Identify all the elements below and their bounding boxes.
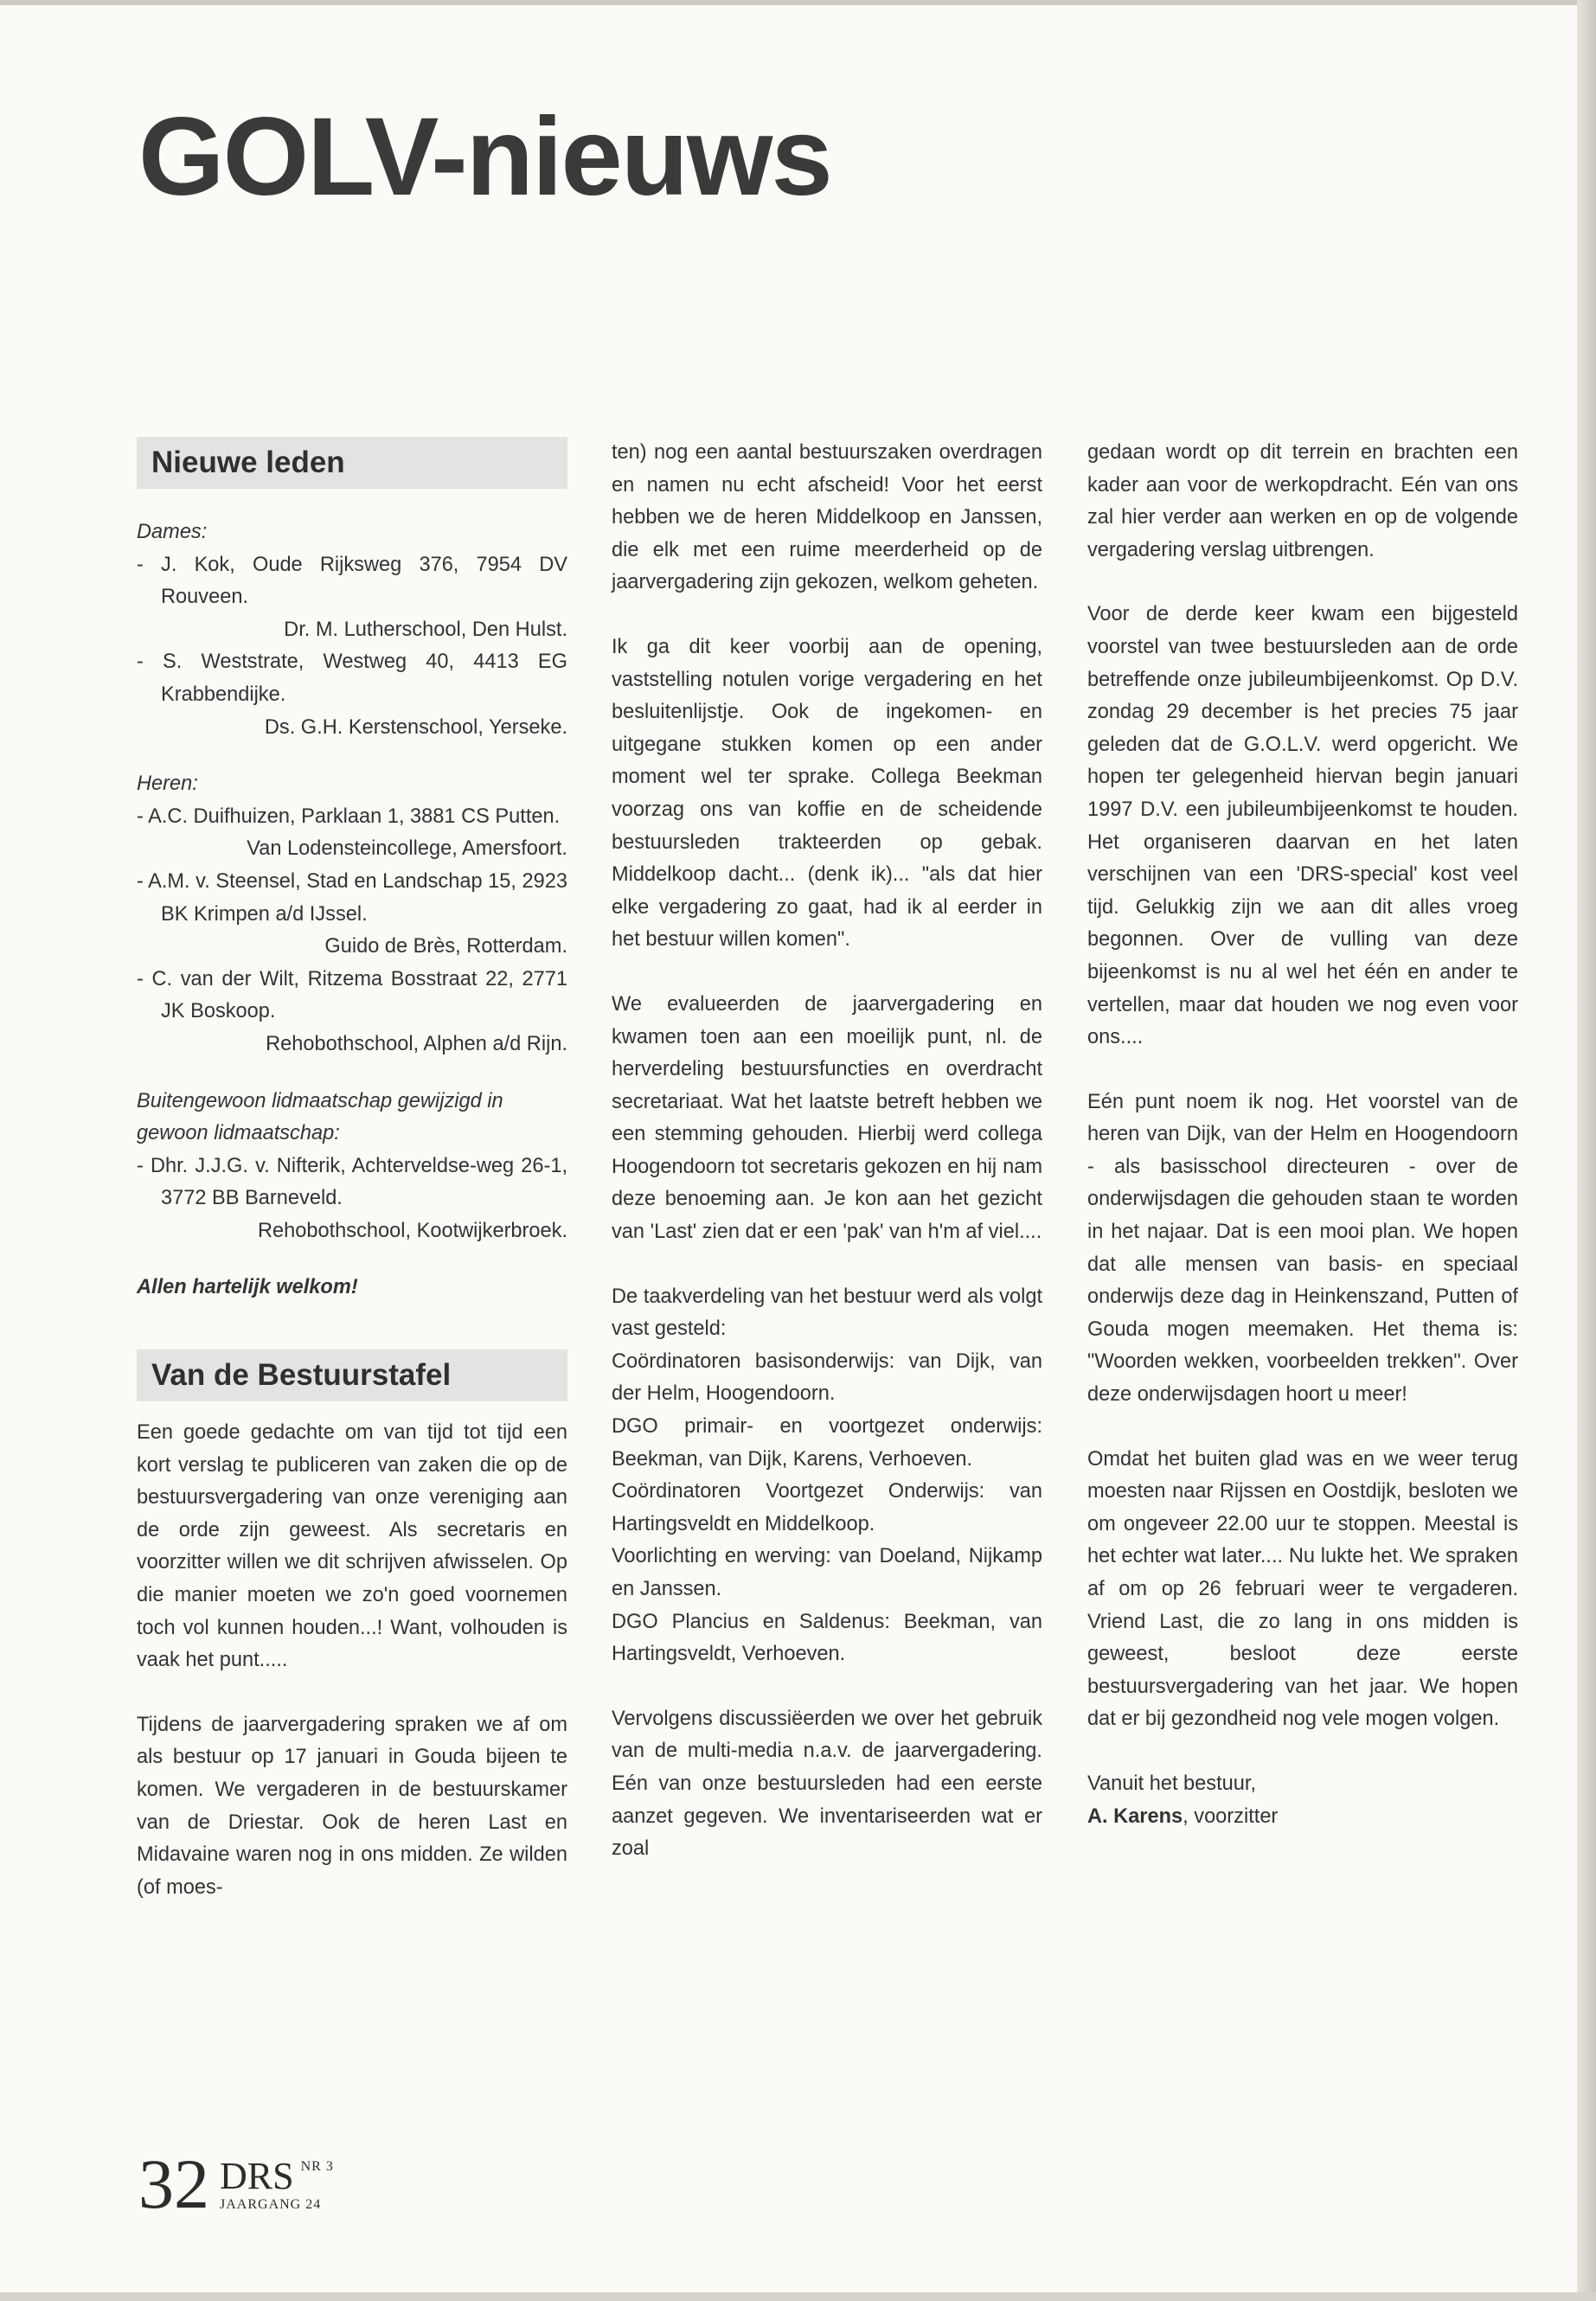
paragraph: Eén punt noem ik nog. Het voorstel van de heren van Dijk, van der Helm en Hoogendoorn - als basisschool directeuren - over de onderwijsdagen die gehouden staan te worden in het najaar. Dat is een mooi plan. We hopen dat alle mensen van basis- en speciaal onderwijs deze dag in Heinkenszand, Putten of Gouda mogen meemaken. Het thema is: "Woorden wekken, voorbeelden trekken". Over deze onderwijsdagen hoort u meer! <box>1087 1090 1518 1407</box>
member-school: Ds. G.H. Kerstenschool, Yerseke. <box>264 715 567 739</box>
task-line: De taakverdeling van het bestuur werd als volgt vast gesteld: <box>612 1285 1042 1341</box>
closing-line: Vanuit het bestuur, <box>1087 1772 1257 1795</box>
signature <box>1087 1801 1518 1834</box>
member-entry: - J. Kok, Oude Rijksweg 376, 7954 DV Rouveen. <box>137 553 567 609</box>
bottom-edge <box>0 2292 1596 2301</box>
paragraph: Omdat het buiten glad was en we weer terug moesten naar Rijssen en Oostdijk, besloten we om ongeveer 22.00 uur te stoppen. Meestal is het echter wat later.... Nu lukte het. We spraken af om op 26 februari weer te vergaderen. Vriend Last, die zo lang in ons midden is geweest, besloot deze eerste bestuursvergadering van het jaar. We hopen dat er bij gezondheid nog vele mogen volgen. <box>1087 1447 1518 1731</box>
heren-label: Heren: <box>137 772 198 796</box>
member-entry: - A.M. v. Steensel, Stad en Landschap 15, 2923 BK Krimpen a/d IJssel. <box>137 869 567 926</box>
task-line: DGO primair- en voortgezet onderwijs: Beekman, van Dijk, Karens, Verhoeven. <box>612 1415 1042 1471</box>
membership-change-label: Buitengewoon lidmaatschap gewijzigd in gewoon lidmaatschap: <box>137 1089 503 1145</box>
dames-label: Dames: <box>137 521 208 543</box>
section-heading-nieuwe-leden: Nieuwe leden <box>137 437 567 489</box>
author-name: A. Karens <box>1087 1804 1183 1828</box>
page-number: 32 <box>138 2144 209 2224</box>
member-entry: - A.C. Duifhuizen, Parklaan 1, 3881 CS Putten. <box>137 804 561 828</box>
author-role: , voorzitter <box>1183 1804 1279 1828</box>
member-entry: - C. van der Wilt, Ritzema Bosstraat 22, 2771 JK Boskoop. <box>137 967 567 1023</box>
task-line: Coördinatoren Voortgezet Onderwijs: van Hartingsveldt en Middelkoop. <box>612 1480 1042 1535</box>
page-footer <box>138 2144 334 2224</box>
section-heading-bestuurstafel: Van de Bestuurstafel <box>137 1349 567 1401</box>
member-entry: - Dhr. J.J.G. v. Nifterik, Achterveldse-weg 26-1, 3772 BB Barneveld. <box>137 1154 567 1210</box>
paragraph: Voor de derde keer kwam een bijgesteld voorstel van twee bestuursleden aan de orde betreffende onze jubileumbijeenkomst. Op D.V. zondag 29 december is het precies 75 jaar geleden dat de G.O.L.V. werd opgericht. We hopen ter gelegenheid hiervan begin januari 1997 D.V. een jubileumbijeenkomst te houden. Het organiseren daarvan en het laten verschijnen van een 'DRS-special' kost veel tijd. Gelukkig zijn we aan dit alles vroeg begonnen. Over de vulling van deze bijeenkomst is nu al wel het één en ander te vertellen, maar dat houden we nog even voor ons.... <box>1087 603 1518 1049</box>
member-school: Rehobothschool, Kootwijkerbroek. <box>257 1219 567 1242</box>
column-2 <box>612 437 1042 1866</box>
page-edge <box>1577 0 1596 2301</box>
task-line: Voorlichting en werving: van Doeland, Nijkamp en Janssen. <box>612 1545 1042 1600</box>
task-line: DGO Plancius en Saldenus: Beekman, van Hartingsveldt, Verhoeven. <box>612 1610 1042 1666</box>
magazine-name: DRS <box>220 2155 294 2198</box>
paragraph: Ik ga dit keer voorbij aan de opening, vaststelling notulen vorige vergadering en het besluitenlijstje. Ook de ingekomen- en uitgegane stukken komen op een ander moment wel ter sprake. Collega Beekman voorzag ons van koffie en de scheidende bestuursleden trakteerden op gebak. Middelkoop dacht... (denk ik)... "als dat hier elke vergadering zo gaat, had ik al eerder in het bestuur willen komen". <box>612 635 1042 952</box>
paragraph: Tijdens de jaarvergadering spraken we af om als bestuur op 17 januari in Gouda bijeen te komen. We vergaderen in de bestuurskamer van de Driestar. Ook de heren Last en Midavaine waren nog in ons midden. Ze wilden (of moes- <box>137 1713 567 1899</box>
paragraph: gedaan wordt op dit terrein en brachten een kader aan voor de werkopdracht. Eén van ons zal hier verder aan werken en op de volgende vergadering verslag uitbrengen. <box>1087 441 1518 561</box>
welcome-line: Allen hartelijk welkom! <box>137 1276 358 1299</box>
task-line: Coördinatoren basisonderwijs: van Dijk, van der Helm, Hoogendoorn. <box>612 1349 1042 1406</box>
member-school: Rehobothschool, Alphen a/d Rijn. <box>266 1032 567 1055</box>
page-title: GOLV-nieuws <box>138 95 831 219</box>
column-1 <box>137 437 567 1904</box>
paragraph: We evalueerden de jaarvergadering en kwamen toen aan een moeilijk punt, nl. de herverdeling bestuursfuncties en overdracht secretariaat. Wat het laatste betreft hebben we een stemming gehouden. Hierbij werd collega Hoogendoorn tot secretaris gekozen en hij nam deze benoeming aan. Je kon aan het gezicht van 'Last' zien dat er een 'pak' van h'm af viel.... <box>612 992 1042 1244</box>
paragraph: Vervolgens discussiëerden we over het gebruik van de multi-media n.a.v. de jaarvergadering. Eén van onze bestuursleden had een eerste aanzet gegeven. We inventariseerden wat er zoal <box>612 1707 1042 1861</box>
paragraph: ten) nog een aantal bestuurszaken overdragen en namen nu echt afscheid! Voor het eerst hebben we de heren Middelkoop en Janssen, die elk met een ruime meerderheid op de jaarvergadering zijn gekozen, welkom geheten. <box>612 441 1042 594</box>
magazine-info <box>220 2155 334 2216</box>
member-school: Guido de Brès, Rotterdam. <box>324 935 567 958</box>
issue-number: NR 3 <box>300 2159 334 2175</box>
member-school: Van Lodensteincollege, Amersfoort. <box>247 837 567 861</box>
volume-label: JAARGANG 24 <box>220 2197 322 2212</box>
member-school: Dr. M. Lutherschool, Den Hulst. <box>284 618 567 641</box>
member-entry: - S. Weststrate, Westweg 40, 4413 EG Krabbendijke. <box>137 651 567 706</box>
top-rule <box>0 0 1596 5</box>
column-3 <box>1087 437 1518 1833</box>
paragraph: Een goede gedachte om van tijd tot tijd een kort verslag te publiceren van zaken die op de bestuursvergadering van onze vereniging aan de orde zijn geweest. Als secretaris en voorzitter willen we dit schrijven afwisselen. Op die manier moeten we zo'n goed voornemen toch vol kunnen houden...! Want, volhouden is vaak het punt..... <box>137 1421 567 1672</box>
task-division <box>612 1281 1042 1671</box>
